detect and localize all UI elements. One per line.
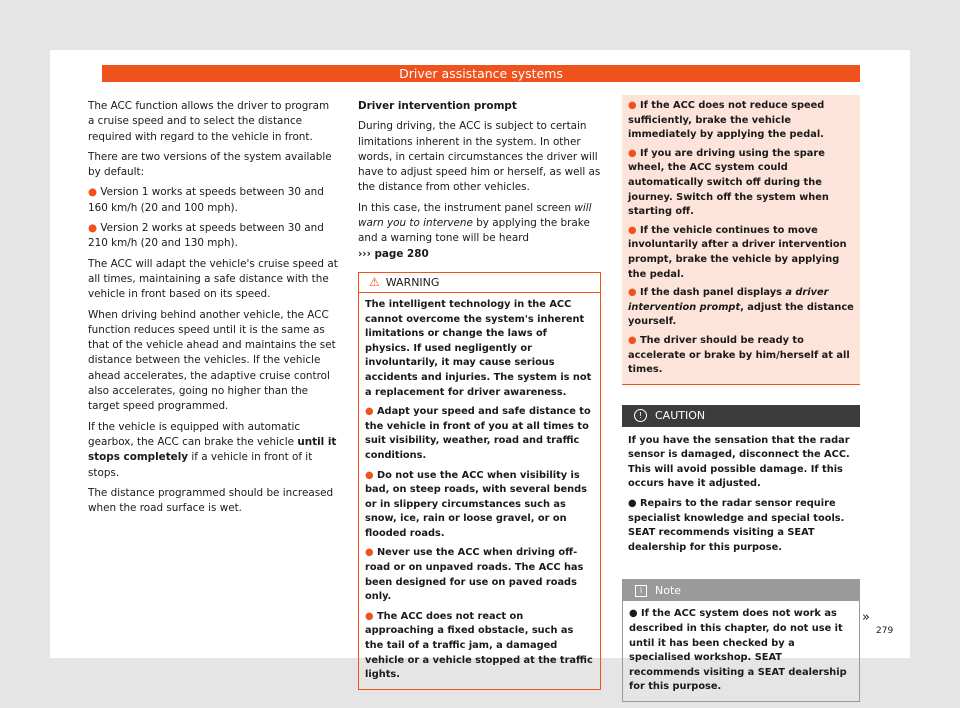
bullet-item: ● The ACC does not react on approaching a fixed obstacle, such as the tail of a traffic jam, a damaged vehicle or a vehicle stopped at the traffic lights. <box>365 610 593 681</box>
warning-body: The intelligent technology in the ACC cannot overcome the system's inherent limitations or change the laws of physics. If used negligently or involuntarily, it may cause serious accidents and injuries. The system is not a replacement for driver awareness. ● Adapt your speed and safe distance to the vehicle in front of you at all times to suit visibility, weather, road and traffic conditions. ● Do not use the ACC when visibility is bad, on steep roads, with several bends or in slippery circumstances such as snow, ice, rain or loose gravel, or on flooded roads. ● Never use the ACC when driving off-road or on unpaved roads. The ACC has been designed for use on paved roads only. ● The ACC does not react on approaching a fixed obstacle, such as the tail of a traffic jam, a damaged vehicle or a vehicle stopped at the traffic lights. <box>359 293 600 689</box>
bullet-item: ● Version 1 works at speeds between 30 and 160 km/h (20 and 100 mph). <box>88 186 324 214</box>
info-circle-icon: ! <box>634 409 647 422</box>
warning-continuation <box>622 95 860 385</box>
note-header: i Note <box>623 580 859 601</box>
paragraph: The ACC function allows the driver to program a cruise speed and to select the distance required with regard to the vehicle in front. <box>88 100 330 143</box>
paragraph: During driving, the ACC is subject to certain limitations inherent in the system. In other words, in certain circumstances the driver will have to adjust speed him or herself, as well as the distance from other vehicles. <box>358 120 601 194</box>
bullet-icon: ● <box>88 186 101 199</box>
caution-header: ! CAUTION <box>622 405 860 427</box>
bullet-item: ● Do not use the ACC when visibility is bad, on steep roads, with several bends or in slippery circumstances such as snow, ice, rain or loose gravel, or on flooded roads. <box>365 469 587 539</box>
bullet-item: ● The driver should be ready to accelerate or brake by him/herself at all times. <box>628 334 850 376</box>
bullet-icon: ● <box>88 222 101 235</box>
bullet-item: ● If the dash panel displays a driver intervention prompt, adjust the distance yourself. <box>628 287 854 328</box>
bullet-item: ● Repairs to the radar sensor require specialist knowledge and special tools. SEAT recommends visiting a SEAT dealership for this purpose. <box>628 498 845 553</box>
warning-box <box>358 272 601 690</box>
manual-page <box>50 50 910 693</box>
bullet-item: ● Version 2 works at speeds between 30 and 210 km/h (20 and 130 mph). <box>88 222 324 250</box>
bullet-item: ● If the ACC does not reduce speed sufficiently, brake the vehicle immediately by applying the pedal. <box>628 100 825 141</box>
column-right <box>622 99 860 702</box>
page-link[interactable]: ››› page 280 <box>358 247 429 260</box>
note-box <box>622 579 860 702</box>
bullet-item: ● Adapt your speed and safe distance to the vehicle in front of you at all times to suit visibility, weather, road and traffic conditions. <box>365 406 591 461</box>
bullet-item: ● Never use the ACC when driving off-road or on unpaved roads. The ACC has been designed for use on paved roads only. <box>365 547 584 603</box>
caution-box <box>622 405 860 562</box>
paragraph: If the vehicle is equipped with automatic gearbox, the ACC can brake the vehicle until it stops completely if a vehicle in front of it stops. <box>88 420 337 479</box>
bullet-item: ● If you are driving using the spare wheel, the ACC system could automatically switch off during the journey. Switch off the system when starting off. <box>628 147 829 218</box>
warning-triangle-icon: ⚠ <box>369 274 380 289</box>
column-middle <box>358 99 601 690</box>
paragraph: The ACC will adapt the vehicle's cruise speed at all times, maintaining a safe distance with the vehicle in front based on its speed. <box>88 257 338 301</box>
note-body <box>623 601 859 701</box>
warning-header: ⚠ WARNING <box>359 273 600 293</box>
continue-arrow-icon: » <box>862 610 870 625</box>
subheading: Driver intervention prompt <box>358 100 517 112</box>
paragraph: In this case, the instrument panel screen will warn you to intervene by applying the brake and a warning tone will be heard ››› page 280 <box>358 201 592 260</box>
section-header: Driver assistance systems <box>102 65 860 82</box>
page-number: 279 <box>876 626 894 636</box>
caution-body: If you have the sensation that the radar sensor is damaged, disconnect the ACC. This will avoid possible damage. If this occurs have it adjusted. ● Repairs to the radar sensor require specialist knowledge and special tools. SEAT recommends visiting a SEAT dealership for this purpose. <box>622 427 860 562</box>
bullet-item: ● If the ACC system does not work as described in this chapter, do not use it until it has been checked by a specialised workshop. SEAT recommends visiting a SEAT dealership for this purpose. <box>629 608 847 693</box>
info-icon: i <box>635 585 647 597</box>
paragraph: When driving behind another vehicle, the ACC function reduces speed until it is the same as that of the vehicle ahead and maintains the set distance between the vehicles. If the vehicle ahead accelerates, the adaptive cruise control also accelerates, going no higher than the target speed programmed. <box>88 308 336 413</box>
paragraph: There are two versions of the system available by default: <box>88 150 332 179</box>
bullet-item: ● If the vehicle continues to move involuntarily after a driver intervention prompt, brake the vehicle by applying the pedal. <box>628 224 847 280</box>
column-left <box>88 99 338 521</box>
paragraph: The distance programmed should be increased when the road surface is wet. <box>88 486 334 515</box>
